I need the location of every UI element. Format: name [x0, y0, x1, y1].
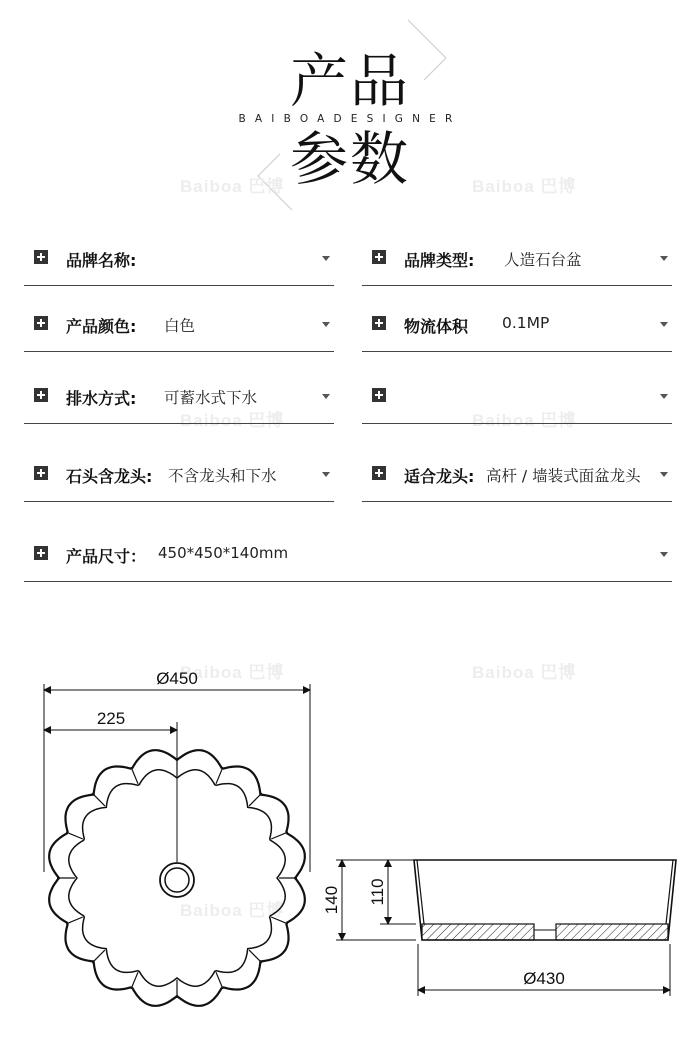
basin-rib-line [92, 793, 105, 806]
top-view [44, 669, 310, 1006]
param-value: 0.1MP [502, 314, 550, 332]
side-view [322, 860, 676, 996]
param-value: 不含龙头和下水 [168, 467, 277, 485]
basin-rib-line [131, 972, 138, 989]
dim-inner-height: 110 [368, 878, 387, 906]
param-label: 品牌类型: [404, 251, 475, 270]
watermark: Baiboa 巴博 [180, 901, 285, 920]
param-label: 产品颜色: [66, 317, 137, 336]
basin-rib-line [271, 832, 288, 839]
watermark: Baiboa 巴博 [180, 177, 285, 196]
basin-rib-line [249, 793, 262, 806]
base-section-left [422, 924, 534, 940]
param-value: 高杆 / 墙装式面盆龙头 [486, 467, 641, 485]
watermark: Baiboa 巴博 [180, 663, 285, 682]
basin-rib-line [216, 972, 223, 989]
basin-rib-line [92, 950, 105, 963]
param-label: 适合龙头: [404, 467, 475, 486]
dim-radius: 225 [96, 709, 126, 728]
param-value: 白色 [164, 317, 196, 335]
basin-rib-line [131, 767, 138, 784]
brand-subtitle: BAIBOADESIGNER [238, 113, 462, 125]
dim-base-diameter: Ø430 [523, 969, 565, 988]
drain-inner-icon [165, 868, 189, 892]
watermark: Baiboa 巴博 [472, 411, 577, 430]
base-section-right [556, 924, 668, 940]
param-label: 石头含龙头: [66, 467, 153, 486]
basin-rib-line [249, 950, 262, 963]
basin-rib-line [66, 832, 83, 839]
page-title-line1: 产品 [289, 47, 410, 115]
param-value: 450*450*140mm [158, 544, 289, 562]
param-label: 产品尺寸： [66, 547, 147, 566]
param-value: 人造石台盆 [504, 251, 582, 269]
dim-total-height: 140 [322, 885, 341, 915]
page-title-line2: 参数 [289, 125, 410, 193]
param-label: 品牌名称: [66, 251, 137, 270]
param-label: 排水方式: [66, 389, 137, 408]
basin-rib-line [216, 767, 223, 784]
dim-outer-diameter: Ø450 [156, 669, 198, 688]
watermark: Baiboa 巴博 [472, 177, 577, 196]
param-value: 可蓄水式下水 [164, 389, 258, 407]
watermark: Baiboa 巴博 [180, 411, 285, 430]
watermark: Baiboa 巴博 [472, 663, 577, 682]
basin-rib-line [66, 917, 83, 924]
param-label: 物流体积 [404, 317, 469, 336]
basin-rib-line [271, 917, 288, 924]
